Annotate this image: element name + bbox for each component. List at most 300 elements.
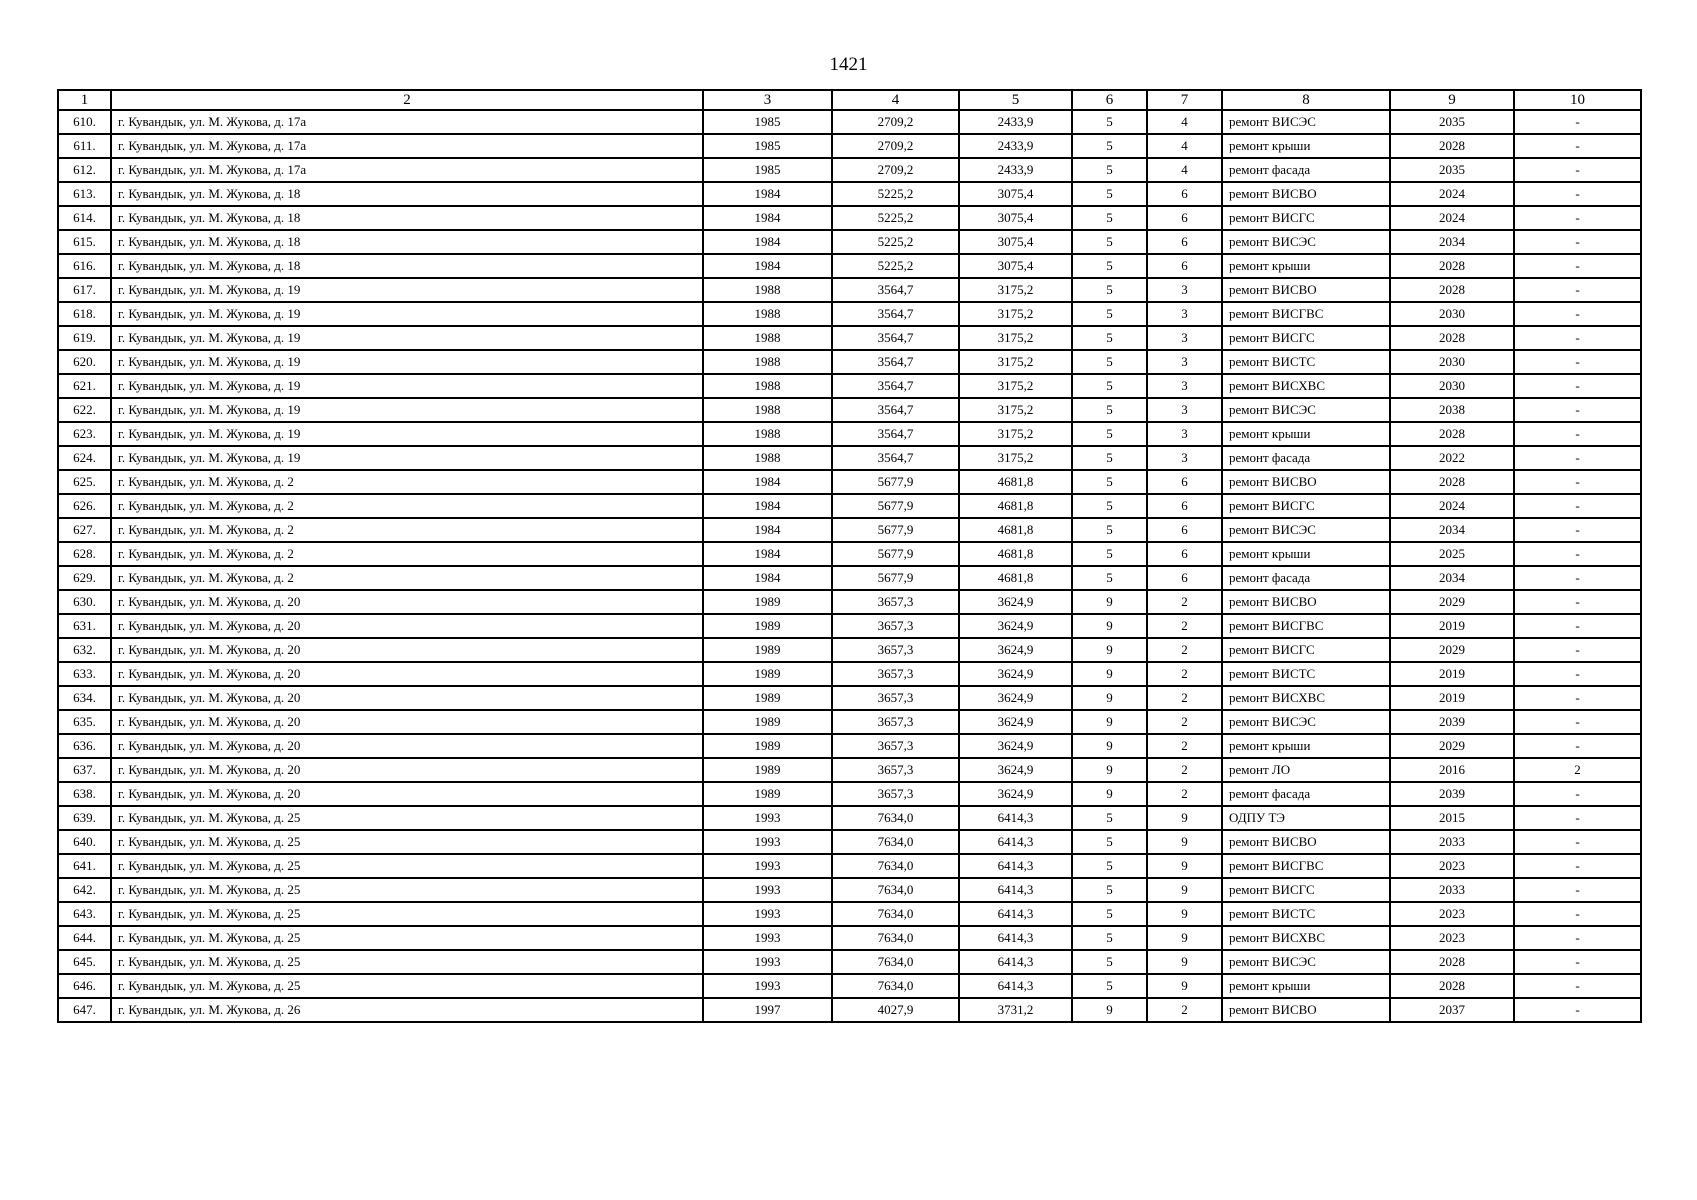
entrances-cell: 2 [1147,590,1222,614]
row-number-cell: 640. [58,830,111,854]
living-area-cell: 4681,8 [959,494,1072,518]
entrances-cell: 3 [1147,374,1222,398]
entrances-cell: 2 [1147,758,1222,782]
living-area-cell: 3624,9 [959,734,1072,758]
table-row [58,662,1641,686]
living-area-cell: 3624,9 [959,662,1072,686]
row-number-cell: 615. [58,230,111,254]
cost-cell: - [1514,374,1641,398]
floors-cell: 5 [1072,974,1147,998]
table-row [58,710,1641,734]
row-number-cell: 636. [58,734,111,758]
plan-year-cell: 2030 [1390,302,1514,326]
cost-cell: - [1514,494,1641,518]
total-area-cell: 3657,3 [832,662,959,686]
entrances-cell: 2 [1147,710,1222,734]
cost-cell: - [1514,518,1641,542]
row-number-cell: 638. [58,782,111,806]
floors-cell: 5 [1072,806,1147,830]
plan-year-cell: 2034 [1390,230,1514,254]
plan-year-cell: 2028 [1390,974,1514,998]
living-area-cell: 3175,2 [959,302,1072,326]
floors-cell: 9 [1072,686,1147,710]
cost-cell: - [1514,974,1641,998]
table-row [58,566,1641,590]
work-type-cell: ремонт ВИСГВС [1222,854,1390,878]
table-row [58,134,1641,158]
work-type-cell: ремонт фасада [1222,158,1390,182]
row-number-cell: 629. [58,566,111,590]
cost-cell: - [1514,614,1641,638]
entrances-cell: 6 [1147,230,1222,254]
total-area-cell: 3657,3 [832,758,959,782]
entrances-cell: 2 [1147,998,1222,1022]
cost-cell: - [1514,470,1641,494]
floors-cell: 9 [1072,998,1147,1022]
living-area-cell: 3175,2 [959,398,1072,422]
floors-cell: 9 [1072,638,1147,662]
plan-year-cell: 2038 [1390,398,1514,422]
entrances-cell: 2 [1147,782,1222,806]
floors-cell: 5 [1072,422,1147,446]
address-cell: г. Кувандык, ул. М. Жукова, д. 25 [111,902,703,926]
address-cell: г. Кувандык, ул. М. Жукова, д. 2 [111,518,703,542]
entrances-cell: 9 [1147,806,1222,830]
work-type-cell: ремонт крыши [1222,422,1390,446]
table-row [58,950,1641,974]
plan-year-cell: 2034 [1390,518,1514,542]
living-area-cell: 6414,3 [959,902,1072,926]
plan-year-cell: 2028 [1390,134,1514,158]
cost-cell: - [1514,926,1641,950]
total-area-cell: 3564,7 [832,446,959,470]
entrances-cell: 3 [1147,446,1222,470]
address-cell: г. Кувандык, ул. М. Жукова, д. 20 [111,782,703,806]
living-area-cell: 6414,3 [959,830,1072,854]
total-area-cell: 3657,3 [832,638,959,662]
total-area-cell: 7634,0 [832,926,959,950]
floors-cell: 5 [1072,278,1147,302]
row-number-cell: 623. [58,422,111,446]
work-type-cell: ремонт ВИСВО [1222,470,1390,494]
address-cell: г. Кувандык, ул. М. Жукова, д. 19 [111,446,703,470]
total-area-cell: 4027,9 [832,998,959,1022]
total-area-cell: 3564,7 [832,422,959,446]
entrances-cell: 6 [1147,494,1222,518]
living-area-cell: 3624,9 [959,686,1072,710]
plan-year-cell: 2028 [1390,950,1514,974]
year-built-cell: 1993 [703,902,832,926]
cost-cell: - [1514,950,1641,974]
year-built-cell: 1984 [703,542,832,566]
column-header-10: 10 [1514,90,1641,110]
plan-year-cell: 2028 [1390,326,1514,350]
living-area-cell: 2433,9 [959,110,1072,134]
year-built-cell: 1997 [703,998,832,1022]
table-row [58,398,1641,422]
row-number-cell: 637. [58,758,111,782]
work-type-cell: ремонт крыши [1222,974,1390,998]
row-number-cell: 630. [58,590,111,614]
living-area-cell: 3624,9 [959,590,1072,614]
plan-year-cell: 2024 [1390,182,1514,206]
row-number-cell: 642. [58,878,111,902]
table-row [58,854,1641,878]
address-cell: г. Кувандык, ул. М. Жукова, д. 19 [111,326,703,350]
row-number-cell: 617. [58,278,111,302]
living-area-cell: 6414,3 [959,854,1072,878]
entrances-cell: 3 [1147,398,1222,422]
year-built-cell: 1993 [703,926,832,950]
plan-year-cell: 2028 [1390,278,1514,302]
work-type-cell: ремонт фасада [1222,446,1390,470]
cost-cell: - [1514,158,1641,182]
work-type-cell: ремонт ВИСЭС [1222,950,1390,974]
address-cell: г. Кувандык, ул. М. Жукова, д. 18 [111,182,703,206]
address-cell: г. Кувандык, ул. М. Жукова, д. 18 [111,206,703,230]
work-type-cell: ремонт ВИСЭС [1222,230,1390,254]
entrances-cell: 6 [1147,518,1222,542]
total-area-cell: 3657,3 [832,686,959,710]
row-number-cell: 610. [58,110,111,134]
work-type-cell: ремонт ВИСТС [1222,902,1390,926]
address-cell: г. Кувандык, ул. М. Жукова, д. 25 [111,950,703,974]
plan-year-cell: 2015 [1390,806,1514,830]
table-row [58,230,1641,254]
total-area-cell: 3564,7 [832,398,959,422]
table-row [58,254,1641,278]
entrances-cell: 9 [1147,854,1222,878]
row-number-cell: 641. [58,854,111,878]
year-built-cell: 1993 [703,950,832,974]
entrances-cell: 4 [1147,110,1222,134]
work-type-cell: ремонт ВИСТС [1222,662,1390,686]
year-built-cell: 1989 [703,590,832,614]
table-row [58,758,1641,782]
cost-cell: - [1514,566,1641,590]
column-header-7: 7 [1147,90,1222,110]
cost-cell: - [1514,134,1641,158]
living-area-cell: 3175,2 [959,278,1072,302]
living-area-cell: 3175,2 [959,326,1072,350]
table-row [58,974,1641,998]
work-type-cell: ОДПУ ТЭ [1222,806,1390,830]
total-area-cell: 7634,0 [832,902,959,926]
address-cell: г. Кувандык, ул. М. Жукова, д. 17а [111,110,703,134]
total-area-cell: 3657,3 [832,614,959,638]
living-area-cell: 3175,2 [959,350,1072,374]
table-row [58,494,1641,518]
floors-cell: 5 [1072,878,1147,902]
cost-cell: - [1514,902,1641,926]
entrances-cell: 6 [1147,542,1222,566]
table-row [58,638,1641,662]
floors-cell: 9 [1072,590,1147,614]
year-built-cell: 1988 [703,446,832,470]
floors-cell: 5 [1072,566,1147,590]
work-type-cell: ремонт ВИСГС [1222,494,1390,518]
row-number-cell: 626. [58,494,111,518]
year-built-cell: 1993 [703,854,832,878]
entrances-cell: 9 [1147,830,1222,854]
row-number-cell: 647. [58,998,111,1022]
table-row [58,902,1641,926]
table-row [58,278,1641,302]
floors-cell: 5 [1072,950,1147,974]
year-built-cell: 1984 [703,206,832,230]
living-area-cell: 6414,3 [959,806,1072,830]
total-area-cell: 5677,9 [832,518,959,542]
address-cell: г. Кувандык, ул. М. Жукова, д. 19 [111,278,703,302]
table-row [58,422,1641,446]
address-cell: г. Кувандык, ул. М. Жукова, д. 20 [111,662,703,686]
total-area-cell: 5225,2 [832,254,959,278]
year-built-cell: 1988 [703,326,832,350]
entrances-cell: 6 [1147,470,1222,494]
entrances-cell: 9 [1147,878,1222,902]
entrances-cell: 9 [1147,902,1222,926]
total-area-cell: 5225,2 [832,230,959,254]
work-type-cell: ремонт фасада [1222,782,1390,806]
cost-cell: - [1514,590,1641,614]
living-area-cell: 4681,8 [959,542,1072,566]
year-built-cell: 1993 [703,974,832,998]
plan-year-cell: 2035 [1390,110,1514,134]
column-header-9: 9 [1390,90,1514,110]
plan-year-cell: 2023 [1390,902,1514,926]
cost-cell: - [1514,542,1641,566]
living-area-cell: 3075,4 [959,254,1072,278]
year-built-cell: 1984 [703,254,832,278]
total-area-cell: 3564,7 [832,326,959,350]
work-type-cell: ремонт ВИСЭС [1222,398,1390,422]
row-number-cell: 645. [58,950,111,974]
year-built-cell: 1993 [703,830,832,854]
cost-cell: - [1514,302,1641,326]
work-type-cell: ремонт ВИСВО [1222,998,1390,1022]
plan-year-cell: 2034 [1390,566,1514,590]
cost-cell: - [1514,278,1641,302]
entrances-cell: 3 [1147,422,1222,446]
row-number-cell: 634. [58,686,111,710]
cost-cell: - [1514,206,1641,230]
row-number-cell: 612. [58,158,111,182]
row-number-cell: 614. [58,206,111,230]
address-cell: г. Кувандык, ул. М. Жукова, д. 25 [111,926,703,950]
year-built-cell: 1984 [703,566,832,590]
row-number-cell: 613. [58,182,111,206]
total-area-cell: 5677,9 [832,470,959,494]
table-row [58,350,1641,374]
work-type-cell: ремонт ВИСХВС [1222,926,1390,950]
total-area-cell: 7634,0 [832,974,959,998]
entrances-cell: 2 [1147,662,1222,686]
row-number-cell: 632. [58,638,111,662]
address-cell: г. Кувандык, ул. М. Жукова, д. 2 [111,494,703,518]
living-area-cell: 3624,9 [959,758,1072,782]
work-type-cell: ремонт ВИСЭС [1222,110,1390,134]
address-cell: г. Кувандык, ул. М. Жукова, д. 19 [111,398,703,422]
floors-cell: 5 [1072,230,1147,254]
living-area-cell: 4681,8 [959,566,1072,590]
plan-year-cell: 2016 [1390,758,1514,782]
work-type-cell: ремонт ВИСЭС [1222,518,1390,542]
table-row [58,878,1641,902]
plan-year-cell: 2028 [1390,470,1514,494]
cost-cell: - [1514,254,1641,278]
floors-cell: 5 [1072,182,1147,206]
address-cell: г. Кувандык, ул. М. Жукова, д. 2 [111,542,703,566]
total-area-cell: 2709,2 [832,134,959,158]
entrances-cell: 2 [1147,638,1222,662]
floors-cell: 5 [1072,158,1147,182]
total-area-cell: 3564,7 [832,278,959,302]
year-built-cell: 1984 [703,494,832,518]
work-type-cell: ремонт ВИСГС [1222,638,1390,662]
year-built-cell: 1993 [703,806,832,830]
cost-cell: - [1514,806,1641,830]
living-area-cell: 2433,9 [959,158,1072,182]
table-row [58,590,1641,614]
work-type-cell: ремонт ВИСГВС [1222,302,1390,326]
year-built-cell: 1988 [703,278,832,302]
year-built-cell: 1988 [703,302,832,326]
living-area-cell: 6414,3 [959,926,1072,950]
cost-cell: - [1514,782,1641,806]
year-built-cell: 1989 [703,686,832,710]
living-area-cell: 3175,2 [959,446,1072,470]
address-cell: г. Кувандык, ул. М. Жукова, д. 26 [111,998,703,1022]
year-built-cell: 1985 [703,110,832,134]
address-cell: г. Кувандык, ул. М. Жукова, д. 20 [111,614,703,638]
row-number-cell: 618. [58,302,111,326]
floors-cell: 5 [1072,926,1147,950]
work-type-cell: ремонт ВИСВО [1222,830,1390,854]
table-row [58,782,1641,806]
plan-year-cell: 2039 [1390,710,1514,734]
plan-year-cell: 2039 [1390,782,1514,806]
total-area-cell: 2709,2 [832,110,959,134]
column-header-4: 4 [832,90,959,110]
table-row [58,326,1641,350]
year-built-cell: 1984 [703,182,832,206]
floors-cell: 9 [1072,782,1147,806]
row-number-cell: 622. [58,398,111,422]
total-area-cell: 7634,0 [832,830,959,854]
column-header-6: 6 [1072,90,1147,110]
address-cell: г. Кувандык, ул. М. Жукова, д. 19 [111,374,703,398]
floors-cell: 5 [1072,518,1147,542]
entrances-cell: 9 [1147,926,1222,950]
living-area-cell: 3075,4 [959,206,1072,230]
work-type-cell: ремонт ЛО [1222,758,1390,782]
page-number: 1421 [829,54,868,75]
work-type-cell: ремонт ВИСВО [1222,590,1390,614]
total-area-cell: 3657,3 [832,710,959,734]
plan-year-cell: 2037 [1390,998,1514,1022]
work-type-cell: ремонт крыши [1222,254,1390,278]
work-type-cell: ремонт ВИСГС [1222,878,1390,902]
address-cell: г. Кувандык, ул. М. Жукова, д. 25 [111,806,703,830]
table-row [58,182,1641,206]
plan-year-cell: 2019 [1390,614,1514,638]
table-row [58,734,1641,758]
year-built-cell: 1989 [703,734,832,758]
table-body [58,110,1641,1022]
living-area-cell: 2433,9 [959,134,1072,158]
cost-cell: - [1514,638,1641,662]
total-area-cell: 7634,0 [832,806,959,830]
total-area-cell: 3564,7 [832,350,959,374]
row-number-cell: 644. [58,926,111,950]
year-built-cell: 1984 [703,230,832,254]
total-area-cell: 2709,2 [832,158,959,182]
floors-cell: 5 [1072,302,1147,326]
living-area-cell: 6414,3 [959,950,1072,974]
address-cell: г. Кувандык, ул. М. Жукова, д. 19 [111,302,703,326]
address-cell: г. Кувандык, ул. М. Жукова, д. 19 [111,350,703,374]
year-built-cell: 1988 [703,422,832,446]
plan-year-cell: 2025 [1390,542,1514,566]
work-type-cell: ремонт ВИСХВС [1222,374,1390,398]
address-cell: г. Кувандык, ул. М. Жукова, д. 2 [111,470,703,494]
work-type-cell: ремонт ВИСЭС [1222,710,1390,734]
work-type-cell: ремонт ВИСГВС [1222,614,1390,638]
year-built-cell: 1989 [703,710,832,734]
floors-cell: 5 [1072,374,1147,398]
cost-cell: - [1514,662,1641,686]
entrances-cell: 9 [1147,974,1222,998]
address-cell: г. Кувандык, ул. М. Жукова, д. 18 [111,254,703,278]
plan-year-cell: 2023 [1390,854,1514,878]
year-built-cell: 1988 [703,374,832,398]
living-area-cell: 3624,9 [959,710,1072,734]
cost-cell: - [1514,830,1641,854]
row-number-cell: 620. [58,350,111,374]
floors-cell: 5 [1072,398,1147,422]
address-cell: г. Кувандык, ул. М. Жукова, д. 17а [111,134,703,158]
entrances-cell: 6 [1147,254,1222,278]
entrances-cell: 2 [1147,686,1222,710]
total-area-cell: 7634,0 [832,878,959,902]
header-row [58,90,1641,110]
register-table [57,89,1642,1023]
table-row [58,686,1641,710]
year-built-cell: 1989 [703,758,832,782]
row-number-cell: 621. [58,374,111,398]
total-area-cell: 5677,9 [832,566,959,590]
total-area-cell: 3657,3 [832,734,959,758]
work-type-cell: ремонт ВИСВО [1222,182,1390,206]
floors-cell: 5 [1072,542,1147,566]
entrances-cell: 3 [1147,350,1222,374]
table-row [58,542,1641,566]
entrances-cell: 4 [1147,134,1222,158]
total-area-cell: 3564,7 [832,302,959,326]
column-header-8: 8 [1222,90,1390,110]
column-header-1: 1 [58,90,111,110]
work-type-cell: ремонт ВИСГС [1222,206,1390,230]
table-row [58,206,1641,230]
address-cell: г. Кувандык, ул. М. Жукова, д. 20 [111,710,703,734]
year-built-cell: 1985 [703,158,832,182]
total-area-cell: 7634,0 [832,950,959,974]
living-area-cell: 6414,3 [959,878,1072,902]
total-area-cell: 3657,3 [832,782,959,806]
cost-cell: - [1514,446,1641,470]
row-number-cell: 646. [58,974,111,998]
total-area-cell: 3657,3 [832,590,959,614]
